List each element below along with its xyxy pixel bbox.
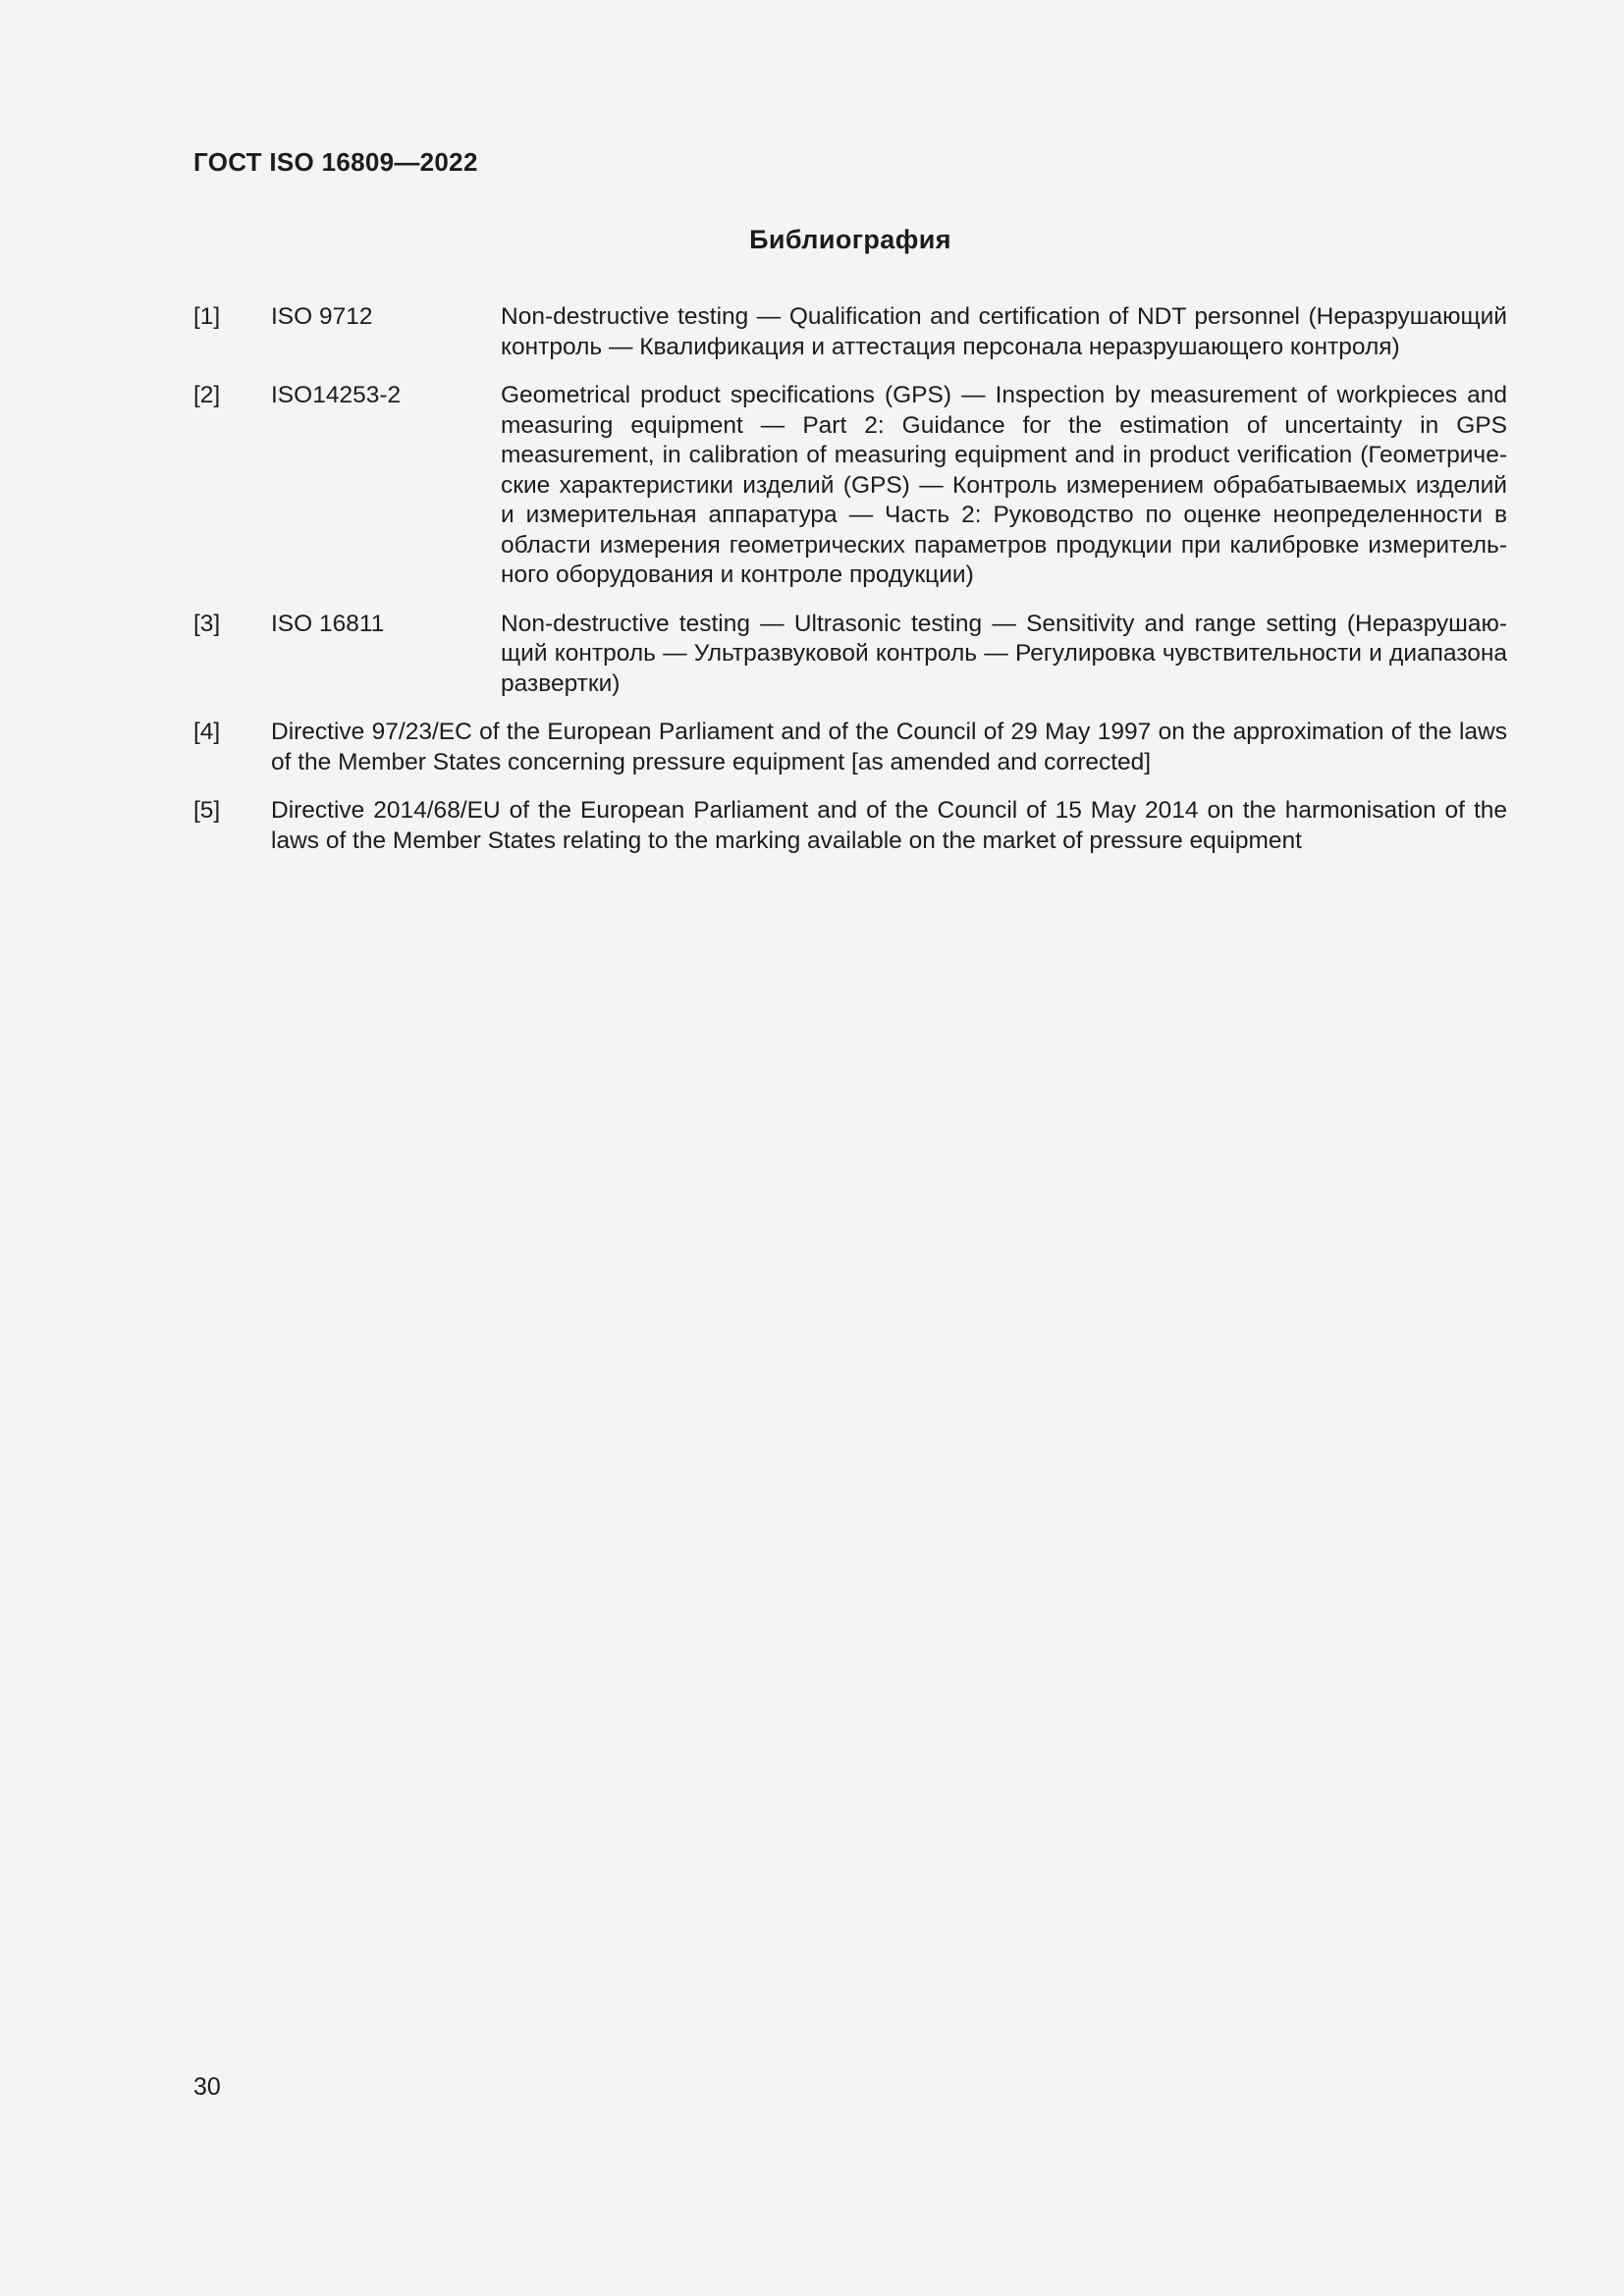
entry-title: Directive 2014/68/EU of the European Parliament and of the Council of 15 May 2014 on the harmonisation of the laws of the Member States relating to the marking available on the market of pressure equipment <box>271 797 1507 854</box>
entry-title: Non-destructive testing — Qualification and certification of NDT personnel (Неразрушающий контроль — Квалификация и аттестация персонала неразрушающего контроля) <box>501 303 1507 360</box>
entry-standard-code: ISO 9712 <box>271 303 373 330</box>
bibliography-list <box>193 302 1507 875</box>
bibliography-entry <box>193 718 1507 777</box>
section-title: Библиография <box>749 225 951 254</box>
bibliography-entry <box>193 610 1507 700</box>
page-number: 30 <box>193 2073 221 2101</box>
entry-number: [4] <box>193 719 221 745</box>
bibliography-entry <box>193 796 1507 856</box>
document-header: ГОСТ ISO 16809—2022 <box>193 147 478 177</box>
entry-title: Geometrical product specifications (GPS) — Inspection by measurement of workpieces and measuring equipment — Part 2: Guidance for the estimation of uncertainty in GPS measurement, in calibration of measuring equipment and in product verification (Геометрические характеристики изделий (GPS) — Контроль измерением обрабатываемых изделий и измерительная аппаратура — Часть 2: Руководство по оценке неопределенности в области измерения геометрических параметров продукции при калибровке измерительного оборудования и контроле продукции) <box>501 382 1507 588</box>
bibliography-entry <box>193 381 1507 591</box>
bibliography-entry <box>193 302 1507 362</box>
entry-number: [3] <box>193 610 221 637</box>
entry-standard-code: ISO 16811 <box>271 610 385 637</box>
entry-number: [1] <box>193 303 221 330</box>
entry-number: [2] <box>193 382 221 408</box>
entry-title: Non-destructive testing — Ultrasonic testing — Sensitivity and range setting (Неразрушающий контроль — Ультразвуковой контроль — Регулировка чувствительности и диапазона развертки) <box>501 610 1507 697</box>
entry-title: Directive 97/23/EC of the European Parliament and of the Council of 29 May 1997 on the approximation of the laws of the Member States concerning pressure equipment [as amended and corrected] <box>271 719 1507 775</box>
entry-standard-code: ISO14253-2 <box>271 382 402 408</box>
entry-number: [5] <box>193 797 221 824</box>
